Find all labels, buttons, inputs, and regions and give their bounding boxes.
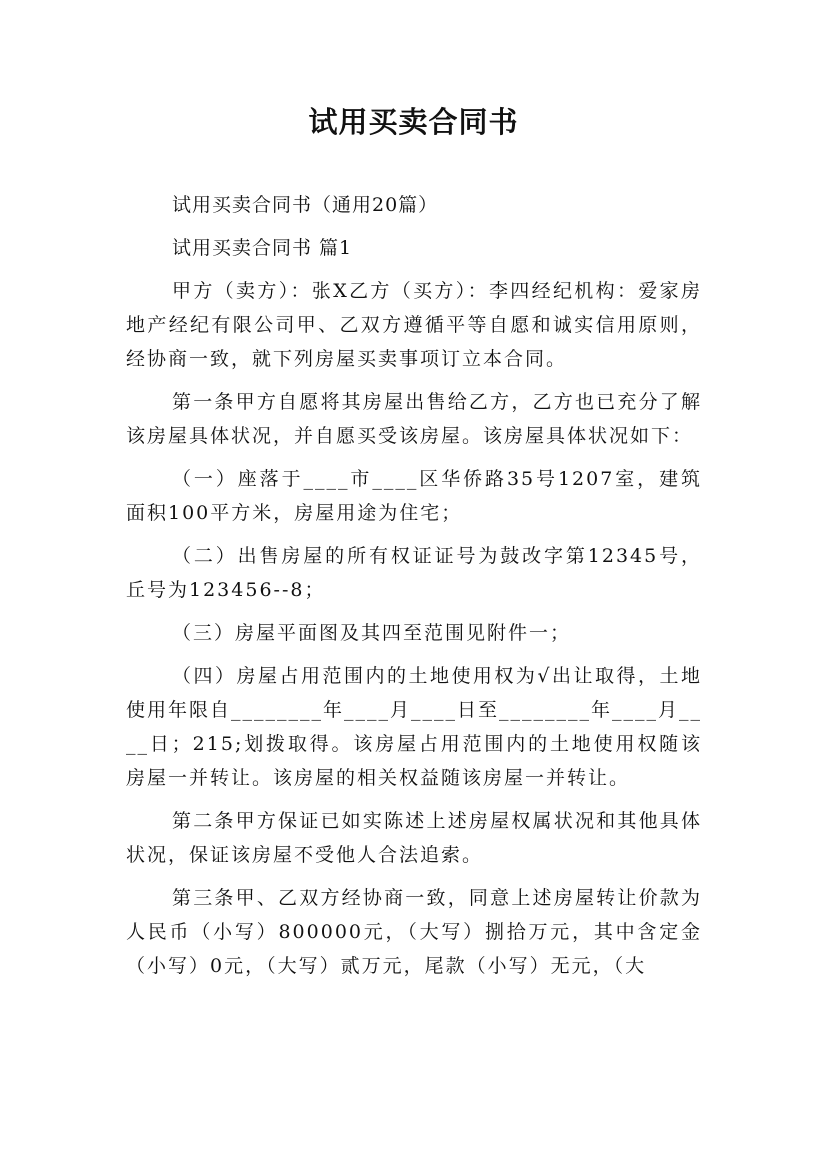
paragraph-item-4: （四）房屋占用范围内的土地使用权为√出让取得，土地使用年限自________年____月____日至________年____月____日；215;划拨取得。该房屋占用范围内的土地使用权随该房屋一并转让。该房屋的相关权益随该房屋一并转让。 [126, 665, 703, 789]
document-title: 试用买卖合同书 [308, 105, 519, 139]
document-body [126, 188, 702, 992]
paragraph-parties: 甲方（卖方）：张X乙方（买方）：李四经纪机构：爱家房地产经纪有限公司甲、乙双方遵循平等自愿和诚实信用原则，经协商一致，就下列房屋买卖事项订立本合同。 [126, 280, 702, 370]
paragraph-item-1: （一）座落于____市____区华侨路35号1207室，建筑面积100平方米，房屋用途为住宅； [126, 468, 702, 524]
paragraph-item-2: （二）出售房屋的所有权证证号为鼓改字第12345号，丘号为123456--8； [126, 545, 702, 601]
section-heading: 试用买卖合同书 篇1 [172, 237, 353, 259]
paragraph-article-3: 第三条甲、乙双方经协商一致，同意上述房屋转让价款为人民币（小写）800000元，（大写）捌拾万元，其中含定金（小写）0元，（大写）贰万元，尾款（小写）无元，（大 [126, 887, 702, 977]
paragraph-article-1: 第一条甲方自愿将其房屋出售给乙方，乙方也已充分了解该房屋具体状况，并自愿买受该房屋。该房屋具体状况如下： [126, 391, 702, 447]
paragraph-item-3: （三）房屋平面图及其四至范围见附件一； [172, 622, 572, 644]
document-subtitle: 试用买卖合同书（通用20篇） [172, 194, 439, 216]
paragraph-article-2: 第二条甲方保证已如实陈述上述房屋权属状况和其他具体状况，保证该房屋不受他人合法追索。 [126, 810, 702, 866]
